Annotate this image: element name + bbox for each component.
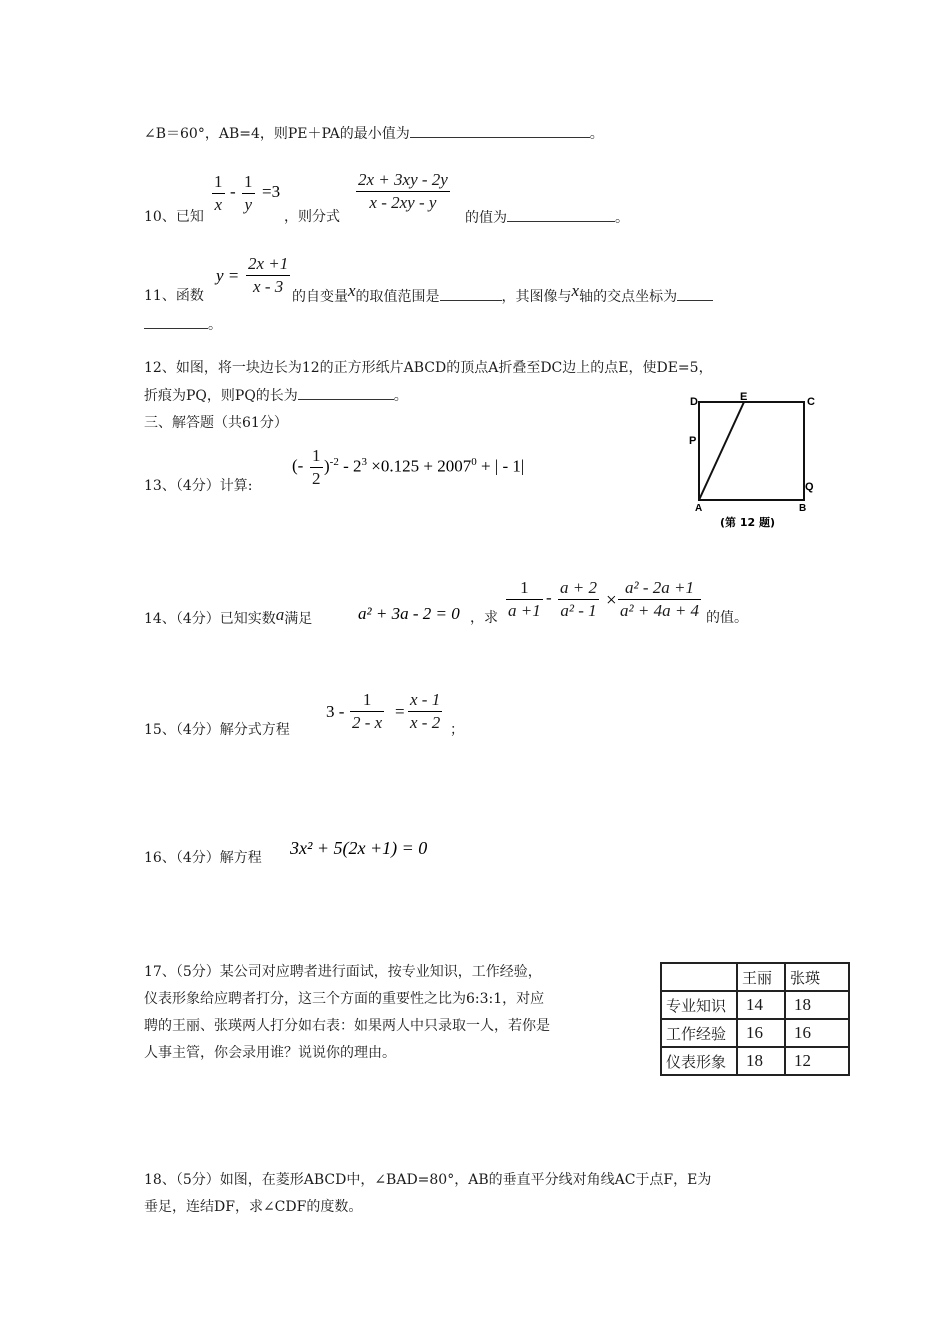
table-header-row [661,963,849,991]
q17-line4: 人事主管，你会录用谁？说说你的理由。 [144,1045,396,1061]
q10-y: y [244,195,253,214]
q11-lhs: y = [216,266,240,285]
q11-num: 2x +1 [248,254,289,273]
q17-line3: 聘的王丽、张瑛两人打分如右表：如果两人中只录取一人，若你是 [144,1018,550,1034]
q10-tail: 的值为 [465,210,507,226]
q10-fraction [356,170,450,213]
q14-lead-line [144,605,313,629]
q14-t2: ，求 [470,610,498,626]
q14-frac2 [558,578,599,621]
q15-lead: 15、（4分）解分式方程 [144,722,290,738]
section-heading: 三、解答题（共61分） [144,415,288,431]
q15-f2-den: x - 2 [410,713,441,732]
table-row-label: 工作经验 [661,1019,737,1047]
q13-exp3: 0 [471,456,477,468]
q11-end: 。 [208,317,222,333]
q9-text: ∠B＝60°，AB=4，则PE＋PA的最小值为 [144,126,410,142]
q13-abs: + | - 1| [480,456,525,476]
q13-minus-two: - 2 [343,456,362,476]
q15-pre: 3 - [326,702,345,721]
q13-half-num: 1 [312,446,321,465]
fold-line-ae [699,402,744,500]
q14-var: a [275,605,285,624]
q10-end: 。 [615,210,629,226]
answer-blank [507,207,615,222]
q11-line [292,281,713,307]
q15-eq: = [395,702,405,721]
q17-line1: 17、（5分）某公司对应聘者进行面试，按专业知识，工作经验， [144,964,542,980]
q15-f1-num: 1 [362,690,372,709]
q12-line2 [144,385,408,406]
answer-blank [298,385,394,400]
label-c: C [807,396,815,408]
table-cell: 14 [737,991,785,1019]
answer-blank [440,286,502,301]
q11-t1: 的自变量 [292,289,348,305]
q10-num: 2x + 3xy - 2y [358,170,448,189]
table-row [661,1047,849,1075]
q13-exp2: 3 [361,456,368,468]
score-table [660,962,850,1076]
q9-line [144,123,604,144]
q14-f2-den: a² - 1 [560,601,597,620]
q11-var2: x [571,281,580,300]
q13-exp1: -2 [329,456,339,468]
q12-text2: 折痕为PQ，则PQ的长为 [144,388,298,404]
q15-f2-num: x - 1 [410,690,441,709]
q15-f1-den: 2 - x [352,713,383,732]
square-abcd [699,402,804,500]
q15-end: ； [450,722,464,738]
label-p: P [689,435,697,447]
q14-equation: a² + 3a - 2 = 0 [358,604,460,623]
table-row-label: 专业知识 [661,991,737,1019]
q13-half [310,446,323,489]
table-cell: 16 [785,1019,849,1047]
q11-line2 [144,314,222,335]
q10-one-b: 1 [244,172,253,191]
q10-lead: 10、已知 [144,209,204,225]
table-corner-cell [661,963,737,991]
q18-line1: 18、（5分）如图，在菱形ABCD中，∠BAD=80°，AB的垂直平分线对角线AC于点F，E为 [144,1172,712,1188]
table-row-label: 仪表形象 [661,1047,737,1075]
q12-figure [684,392,824,532]
table-cell: 12 [785,1047,849,1075]
table-cell: 18 [737,1047,785,1075]
q13-lead: 13、（4分）计算: [144,478,253,494]
table-row [661,1019,849,1047]
q12-line1: 12、如图，将一块边长为12的正方形纸片ABCD的顶点A折叠至DC边上的点E，使DE=5， [144,360,713,376]
q14-lead: 14、（4分）已知实数 [144,611,276,627]
label-q: Q [805,481,814,493]
q14-f1-num: 1 [520,578,529,597]
q10-mid: ，则分式 [284,209,340,225]
q14-frac1 [506,578,543,621]
q13-expression [324,456,524,477]
label-e: E [740,392,748,403]
q13-close: ) [324,456,330,476]
q11-t3: ，其图像与 [501,289,572,305]
label-a: A [695,503,703,514]
q17-line2: 仪表形象给应聘者打分，这三个方面的重要性之比为6:3:1，对应 [144,991,545,1007]
q12-end: 。 [393,388,408,404]
q14-f3-num: a² - 2a +1 [625,578,695,597]
q14-t1: 满足 [284,611,313,627]
q15-frac2 [408,690,442,733]
q10-x: x [214,195,223,214]
q15-frac1 [350,690,384,733]
q16-equation: 3x² + 5(2x +1) = 0 [290,838,428,858]
q13-product: ×0.125 + 2007 [371,456,472,476]
q14-f2-num: a + 2 [560,578,597,597]
q14-tail: 的值。 [706,610,748,626]
q10-eq3: =3 [262,182,281,201]
q14-f1-den: a +1 [508,601,541,620]
q10-cond-frac2 [242,172,255,215]
answer-blank [677,286,713,301]
q10-tail-line [465,207,629,228]
q11-lead: 11、函数 [144,288,204,304]
q13-open: (- [292,456,304,475]
table-row [661,991,849,1019]
q11-den: x - 3 [253,277,284,296]
table-cell: 18 [785,991,849,1019]
table-cell: 16 [737,1019,785,1047]
q11-t2: 的取值范围是 [355,289,440,305]
figure-caption: (第 12 题) [720,516,776,529]
q18-line2: 垂足，连结DF，求∠CDF的度数。 [144,1199,363,1215]
q14-minus: - [546,588,552,607]
q11-fraction [246,254,290,297]
q11-var: x [348,281,356,300]
q14-times: × [606,590,617,611]
q11-t4: 轴的交点坐标为 [579,289,678,305]
q10-one-a: 1 [214,172,223,191]
q10-minus: - [230,182,236,201]
q13-half-den: 2 [312,469,321,488]
q10-den: x - 2xy - y [369,193,437,212]
q14-frac3 [618,578,701,621]
q9-end: 。 [589,126,604,142]
q14-f3-den: a² + 4a + 4 [620,601,700,620]
q16-lead: 16、（4分）解方程 [144,850,262,866]
table-header-cell: 张瑛 [785,963,849,991]
q10-cond-frac1 [212,172,225,215]
answer-blank [410,123,590,138]
table-header-cell: 王丽 [737,963,785,991]
label-d: D [690,396,698,408]
label-b: B [799,503,807,514]
answer-blank [144,314,208,329]
